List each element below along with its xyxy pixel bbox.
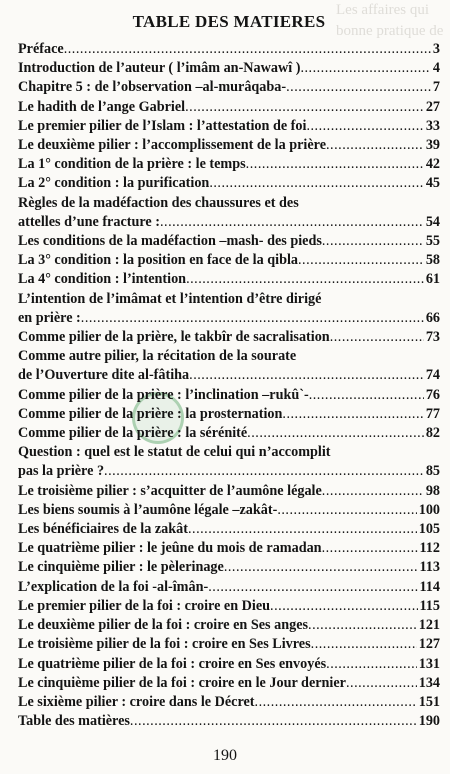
toc-entry-label: de l’Ouverture dite al-fâtiha [18, 367, 190, 384]
toc-entry-label: L’explication de la foi -al-îmân- [18, 578, 209, 595]
leader-dots [64, 40, 431, 59]
toc-entry-page: 127 [418, 636, 440, 653]
toc-entry-label: Introduction de l’auteur ( l’imâm an-Nawawî ) [18, 60, 301, 77]
leader-dots [298, 251, 424, 270]
toc-entry-page: 100 [418, 501, 440, 518]
leader-dots [306, 117, 423, 136]
leader-dots [322, 482, 424, 501]
toc-entry-row [18, 270, 440, 289]
toc-entry-page: 114 [419, 578, 440, 595]
leader-dots [160, 213, 424, 232]
toc-entry-row [18, 98, 440, 117]
toc-entry[interactable] [18, 424, 440, 443]
toc-entry[interactable] [18, 174, 440, 193]
toc-entry-row [18, 213, 440, 232]
page-title: TABLE DES MATIERES [132, 12, 326, 31]
toc-entry-row [18, 539, 440, 558]
toc-entry-page: 121 [418, 617, 440, 634]
toc-entry-label: Le deuxième pilier : l’accomplissement de la prière [18, 137, 326, 154]
toc-entry-label: en prière : [18, 309, 81, 326]
toc-entry-row [18, 405, 440, 424]
toc-entry-label: Chapitre 5 : de l’observation –al-murâqaba- [18, 79, 287, 96]
leader-dots [185, 98, 424, 117]
toc-entry-row [18, 328, 440, 347]
toc-entry-label: Le hadith de l’ange Gabriel [18, 98, 186, 115]
leader-dots [330, 328, 424, 347]
toc-entry[interactable] [18, 655, 440, 674]
toc-entry-row [18, 578, 440, 597]
leader-dots [188, 520, 417, 539]
toc-entry-label: pas la prière ? [18, 463, 105, 480]
toc-entry-label: Les biens soumis à l’aumône légale –zakât- [18, 501, 278, 518]
toc-entry-row [18, 155, 440, 174]
toc-entry[interactable] [18, 501, 440, 520]
toc-entry-label: Le cinquième pilier : le pèlerinage [18, 559, 224, 576]
toc-entry[interactable] [18, 59, 440, 78]
toc-entry-label: Table des matières [18, 713, 130, 730]
leader-dots [300, 59, 430, 78]
leader-dots [322, 539, 418, 558]
toc-entry-label: Le troisième pilier : s’acquitter de l’aumône légale [18, 482, 322, 499]
toc-entry[interactable] [18, 232, 440, 251]
toc-entry[interactable] [18, 347, 440, 385]
toc-entry-label: Les conditions de la madéfaction –mash- des pieds [18, 233, 322, 250]
toc-entry-page: 85 [425, 463, 440, 480]
toc-entry-label: Le sixième pilier : croire dans le Décret [18, 693, 255, 710]
leader-dots [308, 616, 417, 635]
toc-entry-label: Comme pilier de la prière : la sérénité [18, 425, 248, 442]
toc-entry-label: Le quatrième pilier de la foi : croire en Ses envoyés [18, 655, 327, 672]
leader-dots [326, 136, 424, 155]
toc-entry-row [18, 78, 440, 97]
toc-entry-row [18, 520, 440, 539]
toc-entry[interactable] [18, 251, 440, 270]
toc-entry-label: Comme pilier de la prière, le takbîr de sacralisation [18, 329, 330, 346]
toc-entry-label: Le troisième pilier de la foi : croire en Ses Livres [18, 636, 311, 653]
toc-entry-page: 54 [425, 213, 440, 230]
toc-entry-page: 151 [418, 693, 440, 710]
toc-entry-label: Les bénéficiaires de la zakât [18, 521, 188, 538]
toc-entry[interactable] [18, 405, 440, 424]
toc-entry[interactable] [18, 578, 440, 597]
toc-entry-row [18, 174, 440, 193]
toc-entries [18, 40, 440, 731]
toc-entry[interactable] [18, 443, 440, 481]
leader-dots [326, 655, 417, 674]
leader-dots [246, 155, 424, 174]
toc-entry-row [18, 40, 440, 59]
toc-entry[interactable] [18, 693, 440, 712]
leader-dots [255, 693, 417, 712]
leader-dots [247, 424, 424, 443]
leader-dots [322, 232, 424, 251]
bleed-line: bonne pratique de [336, 23, 444, 39]
toc-entry-page: 73 [425, 329, 440, 346]
toc-page [18, 10, 440, 731]
toc-entry-label: Le cinquième pilier de la foi : croire en le Jour dernier [18, 674, 346, 691]
toc-entry[interactable] [18, 635, 440, 654]
toc-entry-row [18, 117, 440, 136]
toc-entry-row [18, 386, 440, 405]
leader-dots [130, 712, 417, 731]
toc-entry[interactable] [18, 117, 440, 136]
leader-dots [224, 558, 418, 577]
toc-entry-label: La 3° condition : la position en face de la qibla [18, 252, 298, 269]
toc-entry-page: 98 [425, 482, 440, 499]
toc-entry-label-line1: Règles de la madéfaction des chaussures et des [18, 194, 299, 211]
toc-entry-row [18, 674, 440, 693]
toc-entry-page: 4 [432, 60, 440, 77]
toc-entry-row [18, 251, 440, 270]
toc-entry-row [18, 424, 440, 443]
toc-entry-row [18, 59, 440, 78]
toc-entry-label: Le deuxième pilier de la foi : croire en Ses anges [18, 617, 309, 634]
toc-entry[interactable] [18, 194, 440, 232]
leader-dots [277, 501, 416, 520]
toc-entry-page: 82 [425, 425, 440, 442]
toc-entry-row [18, 635, 440, 654]
toc-entry[interactable] [18, 270, 440, 289]
leader-dots [309, 386, 424, 405]
toc-entry-page: 66 [425, 309, 440, 326]
toc-entry-page: 76 [425, 386, 440, 403]
toc-entry-label-line1: Comme autre pilier, la récitation de la sourate [18, 348, 297, 365]
toc-entry-page: 33 [425, 117, 440, 134]
toc-entry-page: 39 [425, 137, 440, 154]
toc-entry-label: La 1° condition de la prière : le temps [18, 156, 246, 173]
leader-dots [270, 597, 417, 616]
toc-entry-label: Le premier pilier de l’Islam : l’attestation de foi [18, 117, 307, 134]
toc-entry-page: 74 [425, 367, 440, 384]
toc-entry-page: 113 [419, 559, 440, 576]
toc-entry-label-line1: L’intention de l’imâmat et l’intention d’être dirigé [18, 290, 322, 307]
page-number: 190 [213, 747, 237, 764]
toc-entry[interactable] [18, 78, 440, 97]
toc-entry-label: La 4° condition : l’intention [18, 271, 187, 288]
toc-entry[interactable] [18, 558, 440, 577]
bleed-line: Les affaires qui [336, 2, 430, 18]
toc-entry-page: 131 [418, 655, 440, 672]
toc-entry[interactable] [18, 155, 440, 174]
toc-entry-page: 105 [418, 521, 440, 538]
toc-entry-label: Le premier pilier de la foi : croire en Dieu [18, 597, 271, 614]
toc-entry-label: Préface [18, 41, 64, 57]
toc-entry[interactable] [18, 712, 440, 731]
toc-entry-page: 42 [425, 156, 440, 173]
toc-entry[interactable] [18, 520, 440, 539]
leader-dots [346, 674, 417, 693]
toc-entry-row [18, 712, 440, 731]
toc-entry-page: 55 [425, 233, 440, 250]
toc-entry-label: attelles d’une fracture : [18, 213, 160, 230]
leader-dots [104, 462, 424, 481]
toc-entry-row [18, 232, 440, 251]
toc-entry-row [18, 597, 440, 616]
toc-entry-label: Comme pilier de la prière : la prosternation [18, 405, 283, 422]
leader-dots [311, 635, 417, 654]
toc-entry-row [18, 655, 440, 674]
toc-entry-page: 45 [425, 175, 440, 192]
toc-entry[interactable] [18, 597, 440, 616]
toc-entry-page: 61 [425, 271, 440, 288]
toc-entry-page: 7 [432, 79, 440, 96]
toc-entry-row [18, 558, 440, 577]
toc-entry-row [18, 693, 440, 712]
toc-entry[interactable] [18, 616, 440, 635]
toc-entry-row [18, 136, 440, 155]
toc-entry-label: La 2° condition : la purification [18, 175, 210, 192]
toc-entry[interactable] [18, 539, 440, 558]
toc-entry-row [18, 501, 440, 520]
leader-dots [81, 309, 424, 328]
toc-entry[interactable] [18, 386, 440, 405]
toc-entry-row [18, 616, 440, 635]
toc-entry-page: 190 [418, 713, 440, 730]
toc-entry[interactable] [18, 482, 440, 501]
toc-entry-page: 134 [418, 674, 440, 691]
toc-entry-row [18, 482, 440, 501]
toc-entry-row [18, 366, 440, 385]
toc-entry[interactable] [18, 40, 440, 59]
toc-entry-page: 58 [425, 252, 440, 269]
toc-entry[interactable] [18, 136, 440, 155]
leader-dots [209, 174, 424, 193]
toc-entry-row [18, 462, 440, 481]
leader-dots [186, 270, 424, 289]
toc-entry[interactable] [18, 328, 440, 347]
toc-entry[interactable] [18, 674, 440, 693]
toc-entry-row [18, 309, 440, 328]
toc-entry-label: Comme pilier de la prière : l’inclination –rukû`- [18, 386, 309, 403]
toc-entry[interactable] [18, 290, 440, 328]
toc-entry-page: 112 [419, 540, 440, 557]
leader-dots [282, 405, 423, 424]
leader-dots [189, 366, 424, 385]
toc-entry[interactable] [18, 98, 440, 117]
toc-entry-label: Le quatrième pilier : le jeûne du mois de ramadan [18, 540, 322, 557]
leader-dots [286, 78, 431, 97]
toc-entry-page: 3 [432, 41, 440, 57]
toc-entry-page: 115 [419, 597, 440, 614]
toc-entry-page: 27 [425, 98, 440, 115]
toc-entry-label-line1: Question : quel est le statut de celui qui n’accomplit [18, 444, 331, 461]
toc-entry-page: 77 [425, 405, 440, 422]
leader-dots [208, 578, 417, 597]
